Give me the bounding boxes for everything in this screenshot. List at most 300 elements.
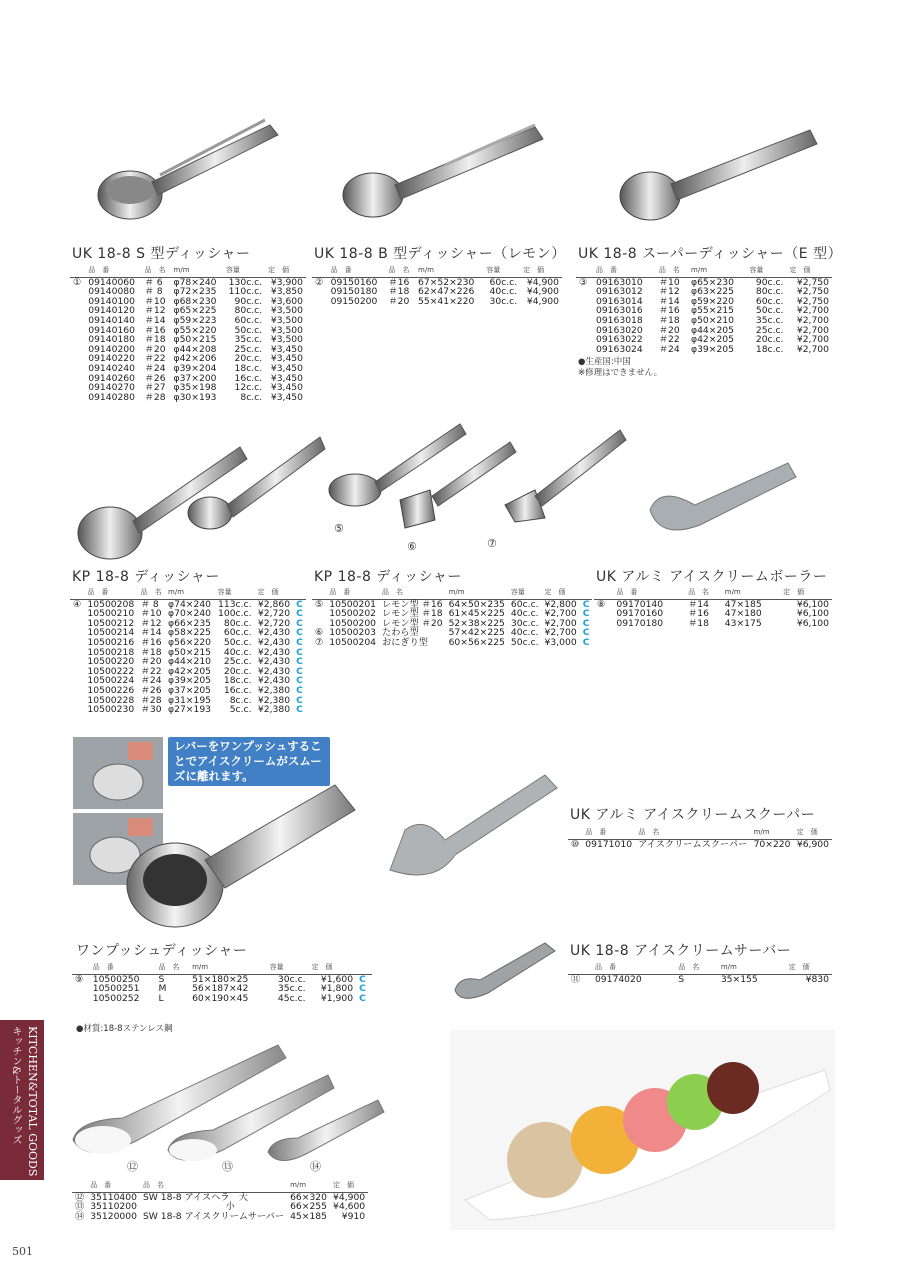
kp-disher-table [70, 588, 306, 715]
table-cell: ¥2,700 [544, 608, 577, 620]
product-code: 10500200 [329, 617, 377, 629]
c-mark: C [582, 617, 590, 629]
table-cell: ＃10 [140, 608, 162, 620]
col-header: 定 価 [520, 266, 562, 277]
col-header: m/m [446, 588, 508, 599]
table-cell: ¥3,450 [270, 343, 303, 355]
product-code: 09140280 [88, 391, 135, 403]
table-row [70, 705, 306, 715]
product-code: 09150200 [330, 295, 378, 307]
col-header: m/m [189, 963, 267, 974]
item-number [70, 657, 84, 667]
table-cell: φ74×240 [168, 598, 212, 610]
item-number [72, 994, 90, 1004]
table-cell: 35×155 [720, 973, 758, 985]
table-cell: ¥2,430 [257, 656, 291, 668]
table-cell: ＃16 [388, 276, 410, 288]
table-cell: S [678, 973, 685, 985]
table-cell: φ56×220 [168, 636, 212, 648]
item-number [576, 287, 593, 297]
c-mark: C [296, 675, 303, 687]
c-mark: C [296, 656, 303, 668]
photo-label-6: ⑥ [407, 540, 417, 553]
table-cell: 56×187×42 [192, 983, 249, 995]
table-cell: 16c.c. [234, 372, 263, 384]
product-code: 09140260 [88, 372, 135, 384]
col-header: 定 価 [542, 588, 580, 599]
table-cell: 47×185 [724, 598, 762, 610]
product-code: 09163022 [595, 334, 643, 346]
item-number [70, 306, 85, 316]
table-cell: ＃24 [144, 362, 166, 374]
table-cell: ＃22 [658, 334, 680, 346]
table-cell: φ42×206 [173, 353, 217, 365]
table-row [312, 297, 562, 307]
table-cell: 80c.c. [234, 305, 263, 317]
kp-shaped-disher-table [312, 588, 592, 648]
table-cell: ＃14 [144, 314, 166, 326]
table-cell: ＃20 [144, 343, 166, 355]
table-cell: ¥2,720 [257, 608, 291, 620]
table-cell: ¥4,900 [526, 276, 559, 288]
table-cell: ＃10 [658, 276, 680, 288]
section-title-s-type-disher: UK 18-8 S 型ディッシャー [72, 246, 251, 262]
table-cell: ¥3,450 [270, 353, 303, 365]
section-title-aluminium-scooper: UK アルミ アイスクリームスクーパー [570, 807, 816, 823]
table-cell: 5c.c. [229, 704, 252, 716]
table-cell: 130c.c. [228, 276, 263, 288]
product-code: 10500203 [329, 627, 377, 639]
product-code: 10500222 [87, 665, 135, 677]
item-number [70, 345, 85, 355]
col-header: 容量 [223, 266, 265, 277]
c-mark: C [359, 973, 366, 985]
table-cell: ¥4,900 [526, 295, 559, 307]
c-mark: C [296, 598, 303, 610]
table-cell: ＃14 [688, 598, 709, 610]
repair-note: ※修理はできません。 [578, 368, 663, 378]
product-code: 09140180 [88, 334, 135, 346]
product-code: 09140140 [88, 314, 135, 326]
table-cell: ＃ 6 [144, 276, 163, 288]
product-code: 09140080 [88, 286, 135, 298]
table-cell: φ68×230 [173, 295, 217, 307]
col-header: 定 価 [330, 1181, 368, 1192]
c-mark: C [296, 627, 303, 639]
photo-label-13: ⑬ [222, 1160, 233, 1173]
table-cell: 50c.c. [223, 636, 252, 648]
c-mark: C [582, 636, 590, 648]
col-header: 品 名 [635, 828, 750, 839]
table-row [576, 345, 832, 355]
item-number [70, 676, 84, 686]
item-number [70, 638, 84, 648]
aluminium-scooper-photo [385, 770, 560, 890]
section-title-ice-cream-server: UK 18-8 アイスクリームサーバー [570, 943, 792, 959]
col-header: 品 名 [656, 266, 688, 277]
col-header: 定 価 [786, 266, 832, 277]
table-cell: ＃26 [144, 372, 166, 384]
table-cell: φ39×205 [691, 343, 735, 355]
product-code: 10500251 [92, 983, 140, 995]
table-cell: 30c.c. [277, 973, 306, 985]
table-cell: φ31×195 [168, 694, 212, 706]
product-code: 35110400 [90, 1191, 137, 1203]
c-mark: C [582, 598, 590, 610]
product-code: 10500218 [87, 646, 135, 658]
table-cell: ¥2,860 [257, 598, 291, 610]
col-header: 品 番 [85, 266, 141, 277]
product-code: 10500252 [92, 992, 140, 1004]
table-cell: ¥2,750 [796, 295, 829, 307]
table-cell: 113c.c. [218, 598, 252, 610]
item-number [70, 667, 84, 677]
table-cell: φ44×210 [168, 656, 212, 668]
table-cell: 20c.c. [755, 334, 784, 346]
table-cell: φ37×205 [168, 684, 212, 696]
product-code: 09171010 [585, 838, 633, 850]
page-number: 501 [12, 1245, 33, 1258]
table-cell: アイスクリームスクーパー [638, 838, 748, 850]
item-number: ① [73, 276, 82, 288]
col-header: m/m [287, 1181, 330, 1192]
c-mark: C [296, 646, 303, 658]
item-number [70, 374, 85, 384]
table-row [70, 393, 306, 403]
table-cell: 100c.c. [218, 608, 252, 620]
table-cell: ＃22 [144, 353, 166, 365]
table-cell: 18c.c. [223, 675, 252, 687]
table-cell: φ66×235 [168, 617, 212, 629]
table-cell: ¥6,100 [796, 598, 829, 610]
product-code: 09150180 [330, 286, 378, 298]
section-title-one-push-disher: ワンプッシュディッシャー [76, 943, 248, 959]
table-cell: ¥2,380 [257, 704, 291, 716]
table-cell: φ72×235 [173, 286, 217, 298]
table-cell: 30c.c. [489, 295, 518, 307]
table-cell: ＃16 [144, 324, 166, 336]
table-cell: 40c.c. [223, 646, 252, 658]
col-header: m/m [751, 828, 794, 839]
table-cell: ＃16 [658, 305, 680, 317]
table-cell: 30c.c. [510, 617, 539, 629]
table-row [568, 839, 832, 849]
table-cell: S [158, 973, 165, 985]
table-cell: ¥1,600 [320, 973, 354, 985]
item-number: ⑧ [597, 598, 606, 610]
table-cell: ¥2,750 [796, 286, 829, 298]
item-number [576, 297, 593, 307]
item-number [70, 364, 85, 374]
table-cell: ＃18 [144, 334, 166, 346]
col-header: m/m [688, 266, 746, 277]
table-cell: ¥910 [341, 1210, 366, 1222]
table-cell: 50c.c. [234, 324, 263, 336]
table-cell: ＃24 [658, 343, 680, 355]
table-cell: ¥2,700 [796, 343, 829, 355]
product-code: 10500202 [329, 608, 377, 620]
table-cell: 50c.c. [510, 636, 539, 648]
table-cell: ¥2,720 [257, 617, 291, 629]
item-number [594, 609, 613, 619]
col-header: 品 名 [138, 588, 165, 599]
col-header: m/m [165, 588, 215, 599]
col-header: 定 価 [780, 588, 832, 599]
table-cell: ＃18 [658, 314, 680, 326]
table-cell: ＃24 [140, 675, 162, 687]
col-header: 品 番 [87, 1181, 140, 1192]
col-header: 品 名 [675, 963, 718, 974]
item-number [312, 609, 326, 619]
table-cell: 64×50×235 [448, 598, 505, 610]
table-cell: ¥4,900 [333, 1191, 366, 1203]
col-header: 定 価 [794, 828, 832, 839]
table-cell: ¥830 [805, 973, 829, 985]
col-header: 容量 [215, 588, 255, 599]
table-cell: 60c.c. [223, 627, 252, 639]
table-cell: ¥3,450 [270, 362, 303, 374]
table-cell: 60c.c. [489, 276, 518, 288]
table-cell: ¥3,900 [270, 276, 303, 288]
table-cell: ＃28 [140, 694, 162, 706]
table-cell: ¥3,500 [270, 314, 303, 326]
table-cell: φ65×230 [691, 276, 735, 288]
table-cell: 25c.c. [755, 324, 784, 336]
c-mark: C [582, 627, 590, 639]
product-code: 10500210 [87, 608, 135, 620]
aluminium-boller-photo [640, 445, 800, 540]
product-code: 09163012 [595, 286, 643, 298]
table-cell: φ50×215 [168, 646, 212, 658]
table-cell: 80c.c. [223, 617, 252, 629]
item-number [576, 345, 593, 355]
item-number [312, 297, 328, 307]
table-cell: φ39×205 [168, 675, 212, 687]
origin-note: ●生産国:中国 [578, 357, 631, 367]
table-cell: 66×320 [290, 1191, 327, 1203]
table-cell: φ58×225 [168, 627, 212, 639]
table-cell: 8c.c. [229, 694, 252, 706]
product-code: 10500224 [87, 675, 135, 687]
item-number [312, 287, 328, 297]
table-cell: φ55×220 [173, 324, 217, 336]
kp-shaped-disher-photo [320, 410, 635, 540]
product-code: 09140120 [88, 305, 135, 317]
table-cell: 18c.c. [234, 362, 263, 374]
item-number [70, 628, 84, 638]
item-number: ⑭ [75, 1210, 85, 1222]
item-number: ⑬ [75, 1201, 85, 1213]
table-cell: ¥3,500 [270, 324, 303, 336]
table-cell: ＃10 [144, 295, 166, 307]
table-cell: 51×180×25 [192, 973, 249, 985]
table-cell: ¥3,000 [544, 636, 577, 648]
col-header: 容量 [267, 963, 309, 974]
item-number [576, 306, 593, 316]
product-code: 09140240 [88, 362, 135, 374]
table-cell: M [158, 983, 167, 995]
table-cell: ¥2,430 [257, 627, 291, 639]
product-code: 09163018 [595, 314, 643, 326]
col-header: 定 価 [255, 588, 294, 599]
table-cell: ＃22 [140, 665, 162, 677]
table-cell: SW 18-8 アイスヘラ 大 [142, 1191, 248, 1203]
table-cell: 35c.c. [277, 983, 306, 995]
table-cell: 62×47×226 [418, 286, 475, 298]
table-cell: ＃16 [140, 636, 162, 648]
c-mark: C [359, 992, 366, 1004]
table-cell: φ55×215 [691, 305, 735, 317]
product-code: 09163010 [595, 276, 643, 288]
table-cell: SW 18-8 アイスクリームサーバー [142, 1210, 285, 1222]
item-number [70, 648, 84, 658]
table-cell: ＃27 [144, 382, 166, 394]
s-type-disher-table [70, 266, 306, 402]
col-header: m/m [722, 588, 780, 599]
aluminium-boller-table [594, 588, 832, 628]
item-number: ⑦ [315, 636, 324, 648]
ice-cream-server-table [568, 963, 832, 984]
table-row [312, 638, 592, 648]
table-cell: ＃12 [144, 305, 166, 317]
col-header: 品 番 [326, 588, 379, 599]
table-cell: ¥2,700 [796, 314, 829, 326]
item-number: ④ [73, 598, 82, 610]
table-cell: 80c.c. [755, 286, 784, 298]
photo-label-7: ⑦ [487, 537, 497, 550]
table-cell: ¥2,700 [796, 305, 829, 317]
item-number [70, 297, 85, 307]
table-cell: L [158, 992, 164, 1004]
table-cell: 67×52×230 [418, 276, 475, 288]
item-number [576, 326, 593, 336]
table-cell: ＃28 [144, 391, 166, 403]
product-code: 09170140 [616, 598, 664, 610]
col-header: 品 番 [90, 963, 156, 974]
col-header: 品 番 [328, 266, 386, 277]
table-cell: 70×220 [753, 838, 791, 850]
table-row [568, 974, 832, 984]
c-mark: C [296, 636, 303, 648]
item-number [70, 326, 85, 336]
col-header: m/m [718, 963, 786, 974]
table-cell: 12c.c. [234, 382, 263, 394]
table-cell: ¥2,700 [544, 627, 577, 639]
table-cell: ¥3,450 [270, 382, 303, 394]
table-cell: ＃20 [140, 656, 162, 668]
table-row [72, 994, 372, 1004]
one-push-disher-photo [120, 770, 360, 935]
table-cell: ¥3,600 [270, 295, 303, 307]
table-cell: ¥2,430 [257, 636, 291, 648]
table-cell: ¥3,450 [270, 372, 303, 384]
table-cell: φ42×205 [168, 665, 212, 677]
col-header: m/m [415, 266, 483, 277]
table-cell: φ44×205 [691, 324, 735, 336]
super-disher-photo [605, 118, 825, 228]
item-number [70, 696, 84, 706]
col-header: 容量 [746, 266, 786, 277]
aluminium-scooper-table [568, 828, 832, 849]
b-type-disher-table [312, 266, 562, 306]
table-cell: ＃26 [140, 684, 162, 696]
table-cell: 55×41×220 [418, 295, 475, 307]
s-type-disher-photo [90, 110, 290, 230]
table-cell: ＃20 [658, 324, 680, 336]
table-cell: 45×185 [290, 1210, 327, 1222]
photo-label-5: ⑤ [334, 522, 344, 535]
col-header: 容量 [483, 266, 520, 277]
product-code: 09150160 [330, 276, 378, 288]
item-number [70, 287, 85, 297]
product-code: 10500204 [329, 636, 377, 648]
table-cell: ¥2,430 [257, 646, 291, 658]
item-number: ② [315, 276, 324, 288]
photo-label-12: ⑫ [127, 1160, 138, 1173]
c-mark: C [296, 608, 303, 620]
item-number: ⑥ [315, 627, 324, 639]
table-cell: 16c.c. [223, 684, 252, 696]
table-cell: φ70×240 [168, 608, 212, 620]
table-cell: 60×190×45 [192, 992, 249, 1004]
ice-spatula-set-photo [68, 1040, 388, 1170]
col-header: 品 名 [155, 963, 189, 974]
table-cell: 8c.c. [240, 391, 263, 403]
product-code: 09140220 [88, 353, 135, 365]
c-mark: C [296, 684, 303, 696]
table-cell: ＃14 [140, 627, 162, 639]
category-sidebar [0, 1020, 44, 1180]
item-number [70, 354, 85, 364]
table-cell: ＃12 [140, 617, 162, 629]
product-code: 09140200 [88, 343, 135, 355]
table-cell: ¥6,900 [796, 838, 829, 850]
col-header: 品 名 [140, 1181, 287, 1192]
table-cell: ¥3,850 [270, 286, 303, 298]
table-cell: 52×38×225 [448, 617, 505, 629]
col-header: 品 名 [142, 266, 171, 277]
table-cell: ¥2,800 [544, 598, 577, 610]
product-code: 09140270 [88, 382, 135, 394]
item-number [576, 335, 593, 345]
super-disher-table [576, 266, 832, 354]
section-title-kp-shaped-disher: KP 18-8 ディッシャー [314, 569, 462, 585]
table-cell: レモン型 ＃18 [382, 608, 443, 620]
col-header: 品 名 [685, 588, 722, 599]
table-cell: 35c.c. [755, 314, 784, 326]
table-cell: 25c.c. [223, 656, 252, 668]
table-cell: ¥4,600 [333, 1201, 366, 1213]
product-code: 10500214 [87, 627, 135, 639]
table-cell: 66×255 [290, 1201, 327, 1213]
table-cell: φ44×208 [173, 343, 217, 355]
table-cell: 47×180 [724, 608, 762, 620]
one-push-disher-table [72, 963, 372, 1003]
table-cell: ＃14 [658, 295, 680, 307]
table-cell: ¥3,500 [270, 305, 303, 317]
section-title-b-type-disher: UK 18-8 B 型ディッシャー（レモン） [314, 246, 566, 262]
col-header: 品 番 [613, 588, 685, 599]
table-cell: φ59×220 [691, 295, 735, 307]
item-number: ③ [579, 276, 588, 288]
sidebar-label-en: KITCHEN&TOTAL GOODS [26, 1026, 39, 1177]
c-mark: C [296, 617, 303, 629]
product-code: 35110200 [90, 1201, 137, 1213]
product-code: 10500216 [87, 636, 135, 648]
product-code: 09170160 [616, 608, 664, 620]
table-cell: ¥2,700 [796, 334, 829, 346]
table-cell: ¥2,430 [257, 675, 291, 687]
